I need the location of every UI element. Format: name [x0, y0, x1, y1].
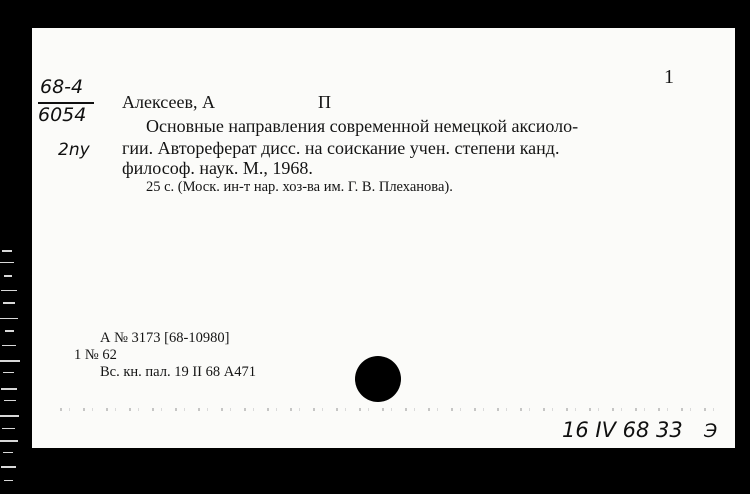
copy-number: 1 № 62	[74, 347, 117, 363]
title-line-2: гии. Автореферат дисс. на соискание учен. степени канд.	[122, 138, 560, 158]
author-initial: П	[318, 92, 331, 112]
scan-noise-row	[60, 408, 720, 411]
title-line-3: философ. наук. М., 1968.	[122, 158, 313, 178]
scan-edge-noise	[0, 0, 32, 494]
handwritten-mark: 2ny	[58, 140, 90, 160]
book-chamber-line: Вс. кн. пал. 19 II 68 А471	[100, 364, 256, 380]
call-number-bottom: 6054	[38, 104, 87, 126]
punch-hole	[355, 356, 401, 402]
pages-publisher-line: 25 с. (Моск. ин-т нар. хоз-ва им. Г. В. Плеханова).	[146, 179, 453, 195]
bottom-handwriting: 16 IV 68 33	[562, 418, 683, 442]
bottom-handwriting-tail: Э	[704, 420, 718, 442]
author-name: Алексеев, А	[122, 92, 215, 112]
call-number-top: 68-4	[40, 76, 84, 98]
accession-number: А № 3173 [68-10980]	[100, 330, 230, 346]
title-line-1: Основные направления современной немецкой аксиоло-	[146, 116, 579, 136]
card-number: 1	[664, 66, 674, 88]
